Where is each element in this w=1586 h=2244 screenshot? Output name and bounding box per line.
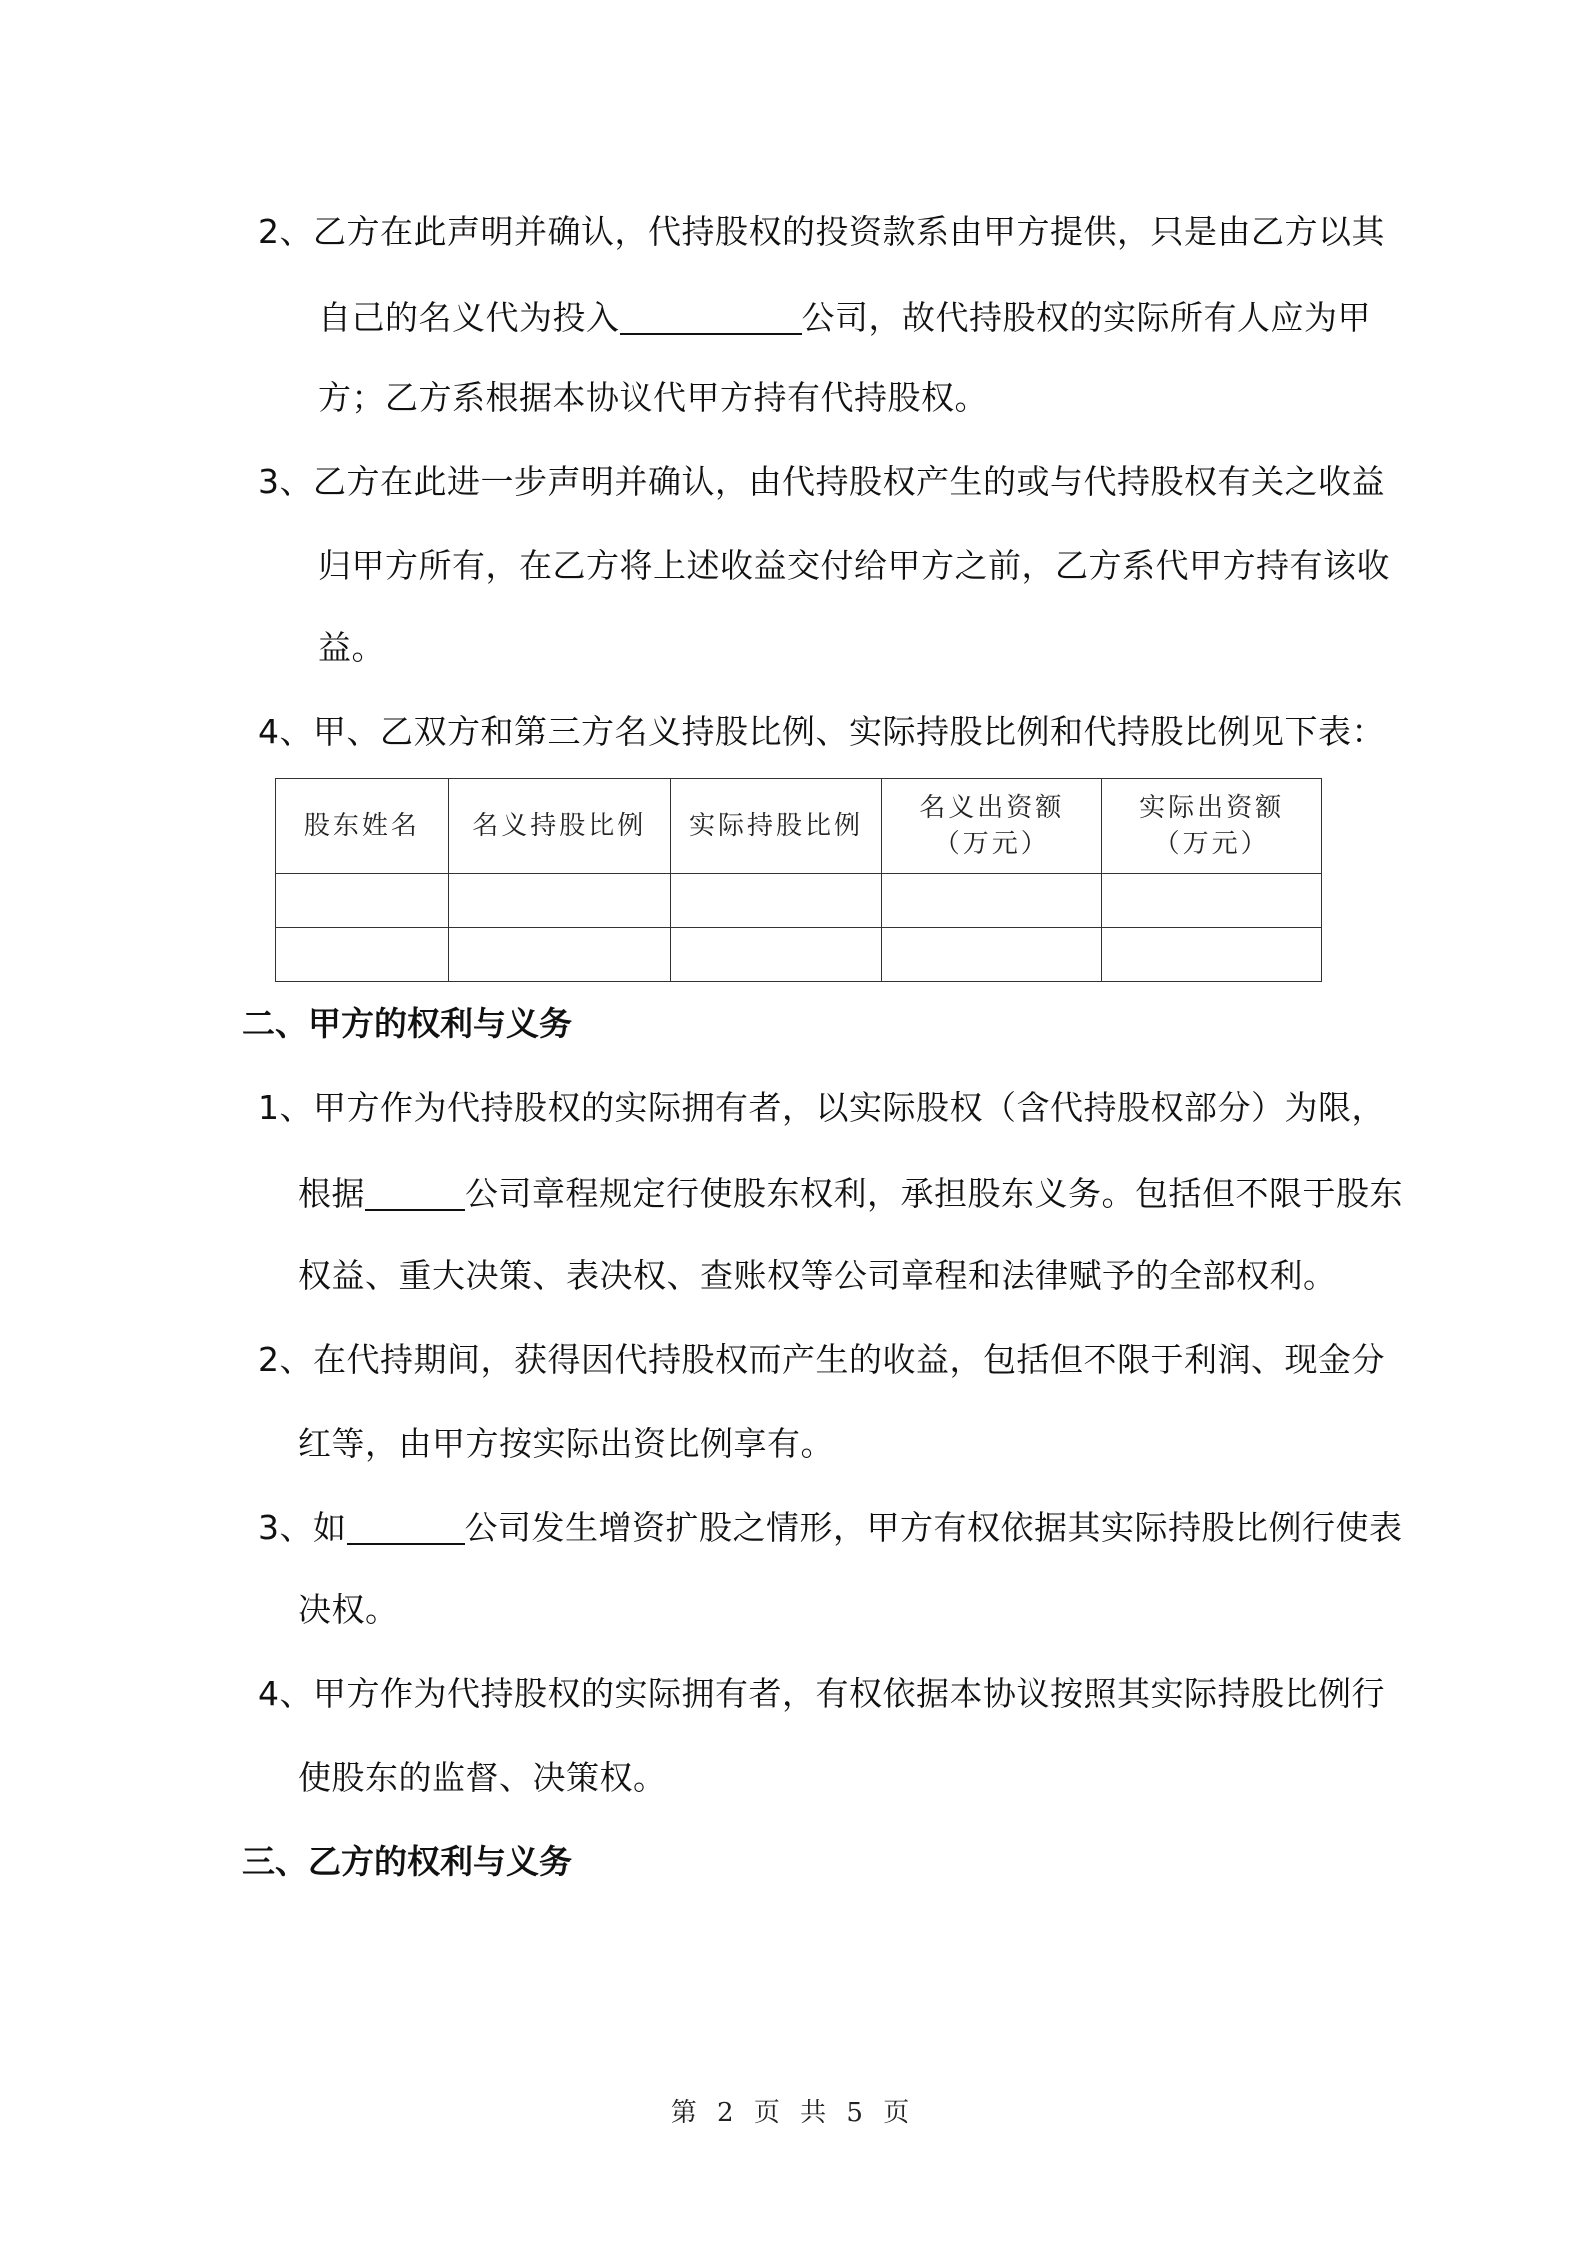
sec2-clause-3-line-1 bbox=[258, 1508, 1403, 1548]
table-header-row bbox=[276, 779, 1322, 874]
clause-3-line-1: 3、乙方在此进一步声明并确认，由代持股权产生的或与代持股权有关之收益 bbox=[258, 462, 1385, 501]
table-cell[interactable] bbox=[276, 874, 449, 928]
table-cell[interactable] bbox=[670, 928, 882, 982]
table-header-cell: 实际出资额 （万元） bbox=[1102, 779, 1322, 874]
table-cell[interactable] bbox=[882, 874, 1102, 928]
sec2-clause-1-line-2-pre: 根据 bbox=[298, 1174, 365, 1213]
sec2-clause-1-line-3: 权益、重大决策、表决权、查账权等公司章程和法律赋予的全部权利。 bbox=[298, 1256, 1337, 1295]
clause-2-line-2-post: 公司，故代持股权的实际所有人应为甲 bbox=[801, 298, 1371, 337]
table-cell[interactable] bbox=[670, 874, 882, 928]
clause-2-line-3: 方；乙方系根据本协议代甲方持有代持股权。 bbox=[318, 378, 988, 417]
sec2-clause-3-line-1-post: 公司发生增资扩股之情形，甲方有权依据其实际持股比例行使表 bbox=[464, 1508, 1403, 1547]
clause-3-line-2: 归甲方所有，在乙方将上述收益交付给甲方之前，乙方系代甲方持有该收 bbox=[318, 546, 1390, 585]
clause-2-line-2 bbox=[318, 298, 1371, 338]
table-cell[interactable] bbox=[448, 928, 670, 982]
clause-4-line-1: 4、甲、乙双方和第三方名义持股比例、实际持股比例和代持股比例见下表： bbox=[258, 712, 1385, 751]
table-cell[interactable] bbox=[276, 928, 449, 982]
clause-2-line-1: 2、乙方在此声明并确认，代持股权的投资款系由甲方提供，只是由乙方以其 bbox=[258, 212, 1385, 251]
sec2-clause-4-line-1: 4、甲方作为代持股权的实际拥有者，有权依据本协议按照其实际持股比例行 bbox=[258, 1674, 1385, 1713]
table-cell[interactable] bbox=[882, 928, 1102, 982]
company-name-blank[interactable] bbox=[365, 1177, 465, 1211]
table-header-cell: 实际持股比例 bbox=[670, 779, 882, 874]
company-name-blank[interactable] bbox=[620, 301, 802, 335]
clause-3-line-3: 益。 bbox=[318, 628, 385, 667]
table-header-cell: 名义持股比例 bbox=[448, 779, 670, 874]
sec2-clause-2-line-2: 红等，由甲方按实际出资比例享有。 bbox=[298, 1424, 834, 1463]
table-header-cell: 股东姓名 bbox=[276, 779, 449, 874]
sec2-clause-1-line-2-post: 公司章程规定行使股东权利，承担股东义务。包括但不限于股东 bbox=[465, 1174, 1403, 1213]
table-row bbox=[276, 874, 1322, 928]
clause-2-line-2-pre: 自己的名义代为投入 bbox=[318, 298, 620, 337]
sec2-clause-1-line-1: 1、甲方作为代持股权的实际拥有者，以实际股权（含代持股权部分）为限， bbox=[258, 1088, 1385, 1127]
table-row bbox=[276, 928, 1322, 982]
sec2-clause-2-line-1: 2、在代持期间，获得因代持股权而产生的收益，包括但不限于利润、现金分 bbox=[258, 1340, 1385, 1379]
sec2-clause-3-line-2: 决权。 bbox=[298, 1590, 399, 1629]
sec2-clause-1-line-2 bbox=[298, 1174, 1403, 1214]
company-name-blank[interactable] bbox=[347, 1511, 465, 1545]
table-header-cell: 名义出资额 （万元） bbox=[882, 779, 1102, 874]
section-3-heading: 三、乙方的权利与义务 bbox=[242, 1842, 572, 1881]
sec2-clause-3-line-1-pre: 3、如 bbox=[258, 1508, 347, 1547]
section-2-heading: 二、甲方的权利与义务 bbox=[242, 1004, 572, 1043]
table-cell[interactable] bbox=[448, 874, 670, 928]
shareholding-table bbox=[275, 778, 1322, 982]
table-cell[interactable] bbox=[1102, 874, 1322, 928]
sec2-clause-4-line-2: 使股东的监督、决策权。 bbox=[298, 1758, 667, 1797]
page-number-footer: 第 2 页 共 5 页 bbox=[670, 2098, 916, 2128]
table-cell[interactable] bbox=[1102, 928, 1322, 982]
